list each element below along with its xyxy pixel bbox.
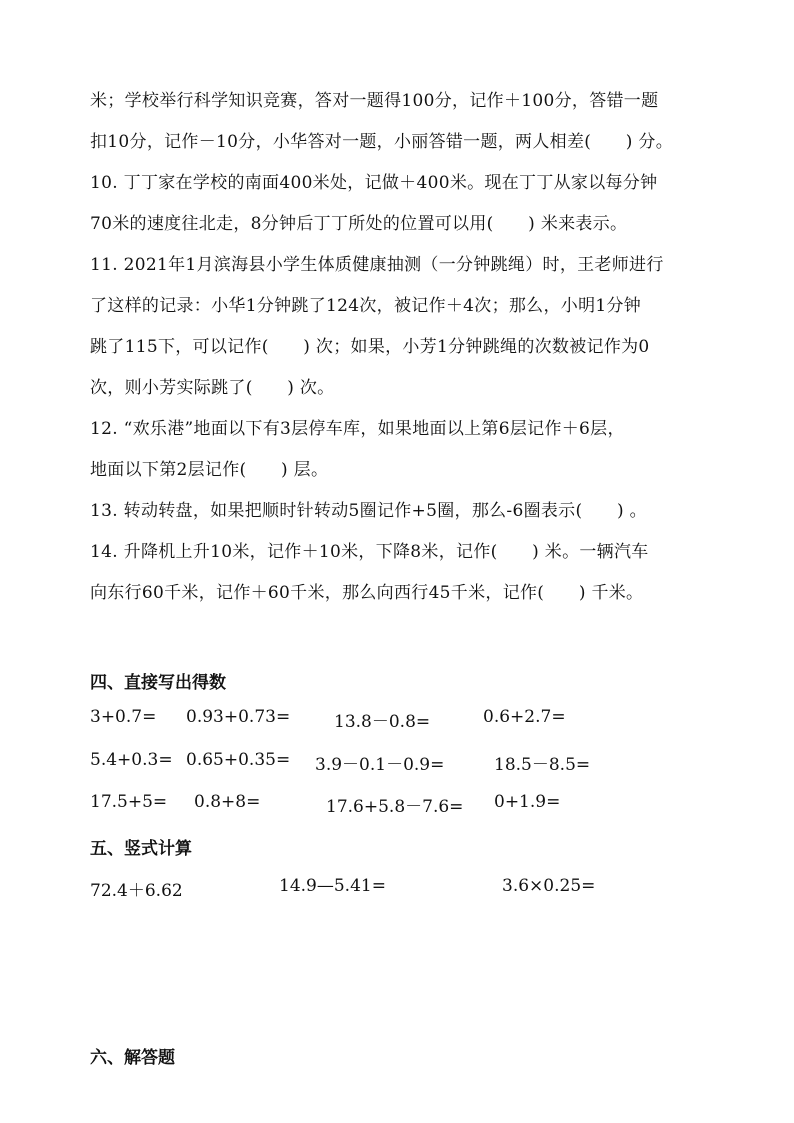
calc-item: 3+0.7= xyxy=(90,707,157,727)
question-line: 14. 升降机上升10米，记作＋10米，下降8米，记作( ) 米。一辆汽车 xyxy=(90,542,649,562)
calc-item: 17.5+5= xyxy=(90,792,168,812)
calc-item: 0.8+8= xyxy=(194,792,261,812)
calc-item: 5.4+0.3= xyxy=(90,750,173,770)
calc-row xyxy=(0,792,794,816)
question-line: 扣10分，记作－10分，小华答对一题，小丽答错一题，两人相差( ) 分。 xyxy=(90,132,674,152)
calc-item: 0.65+0.35= xyxy=(186,750,291,770)
question-line: 跳了115下，可以记作( ) 次；如果，小芳1分钟跳绳的次数被记作为0 xyxy=(90,337,650,357)
question-line: 12. “欢乐港”地面以下有3层停车库，如果地面以上第6层记作＋6层， xyxy=(90,419,625,439)
question-line: 米；学校举行科学知识竞赛，答对一题得100分，记作＋100分，答错一题 xyxy=(90,91,659,111)
calc-row xyxy=(0,750,794,774)
calc-item: 18.5－8.5= xyxy=(494,755,591,775)
question-line: 次，则小芳实际跳了( ) 次。 xyxy=(90,378,335,398)
calc-item: 3.9－0.1－0.9= xyxy=(315,755,445,775)
question-line: 10. 丁丁家在学校的南面400米处，记做＋400米。现在丁丁从家以每分钟 xyxy=(90,173,658,193)
section-5-title: 五、竖式计算 xyxy=(90,839,192,859)
question-line: 11. 2021年1月滨海县小学生体质健康抽测（一分钟跳绳）时，王老师进行 xyxy=(90,255,664,275)
calc-item: 17.6+5.8－7.6= xyxy=(326,797,464,817)
calc-row xyxy=(0,707,794,731)
question-line: 70米的速度往北走，8分钟后丁丁所处的位置可以用( ) 米来表示。 xyxy=(90,214,628,234)
question-line: 13. 转动转盘，如果把顺时针转动5圈记作+5圈，那么-6圈表示( ) 。 xyxy=(90,501,647,521)
vertical-calc-item: 72.4＋6.62 xyxy=(90,881,183,901)
calc-item: 0.6+2.7= xyxy=(483,707,566,727)
calc-item: 13.8－0.8= xyxy=(334,712,431,732)
question-line: 向东行60千米，记作＋60千米，那么向西行45千米，记作( ) 千米。 xyxy=(90,583,644,603)
vertical-calc-item: 14.9—5.41= xyxy=(279,876,386,896)
calc-item: 0+1.9= xyxy=(494,792,561,812)
question-line: 地面以下第2层记作( ) 层。 xyxy=(90,460,329,480)
question-line: 了这样的记录：小华1分钟跳了124次，被记作＋4次；那么，小明1分钟 xyxy=(90,296,642,316)
vertical-calc-item: 3.6×0.25= xyxy=(502,876,596,896)
calc-item: 0.93+0.73= xyxy=(186,707,291,727)
section-6-title: 六、解答题 xyxy=(90,1048,175,1068)
vertical-calc-row xyxy=(0,876,794,900)
section-4-title: 四、直接写出得数 xyxy=(90,673,226,693)
